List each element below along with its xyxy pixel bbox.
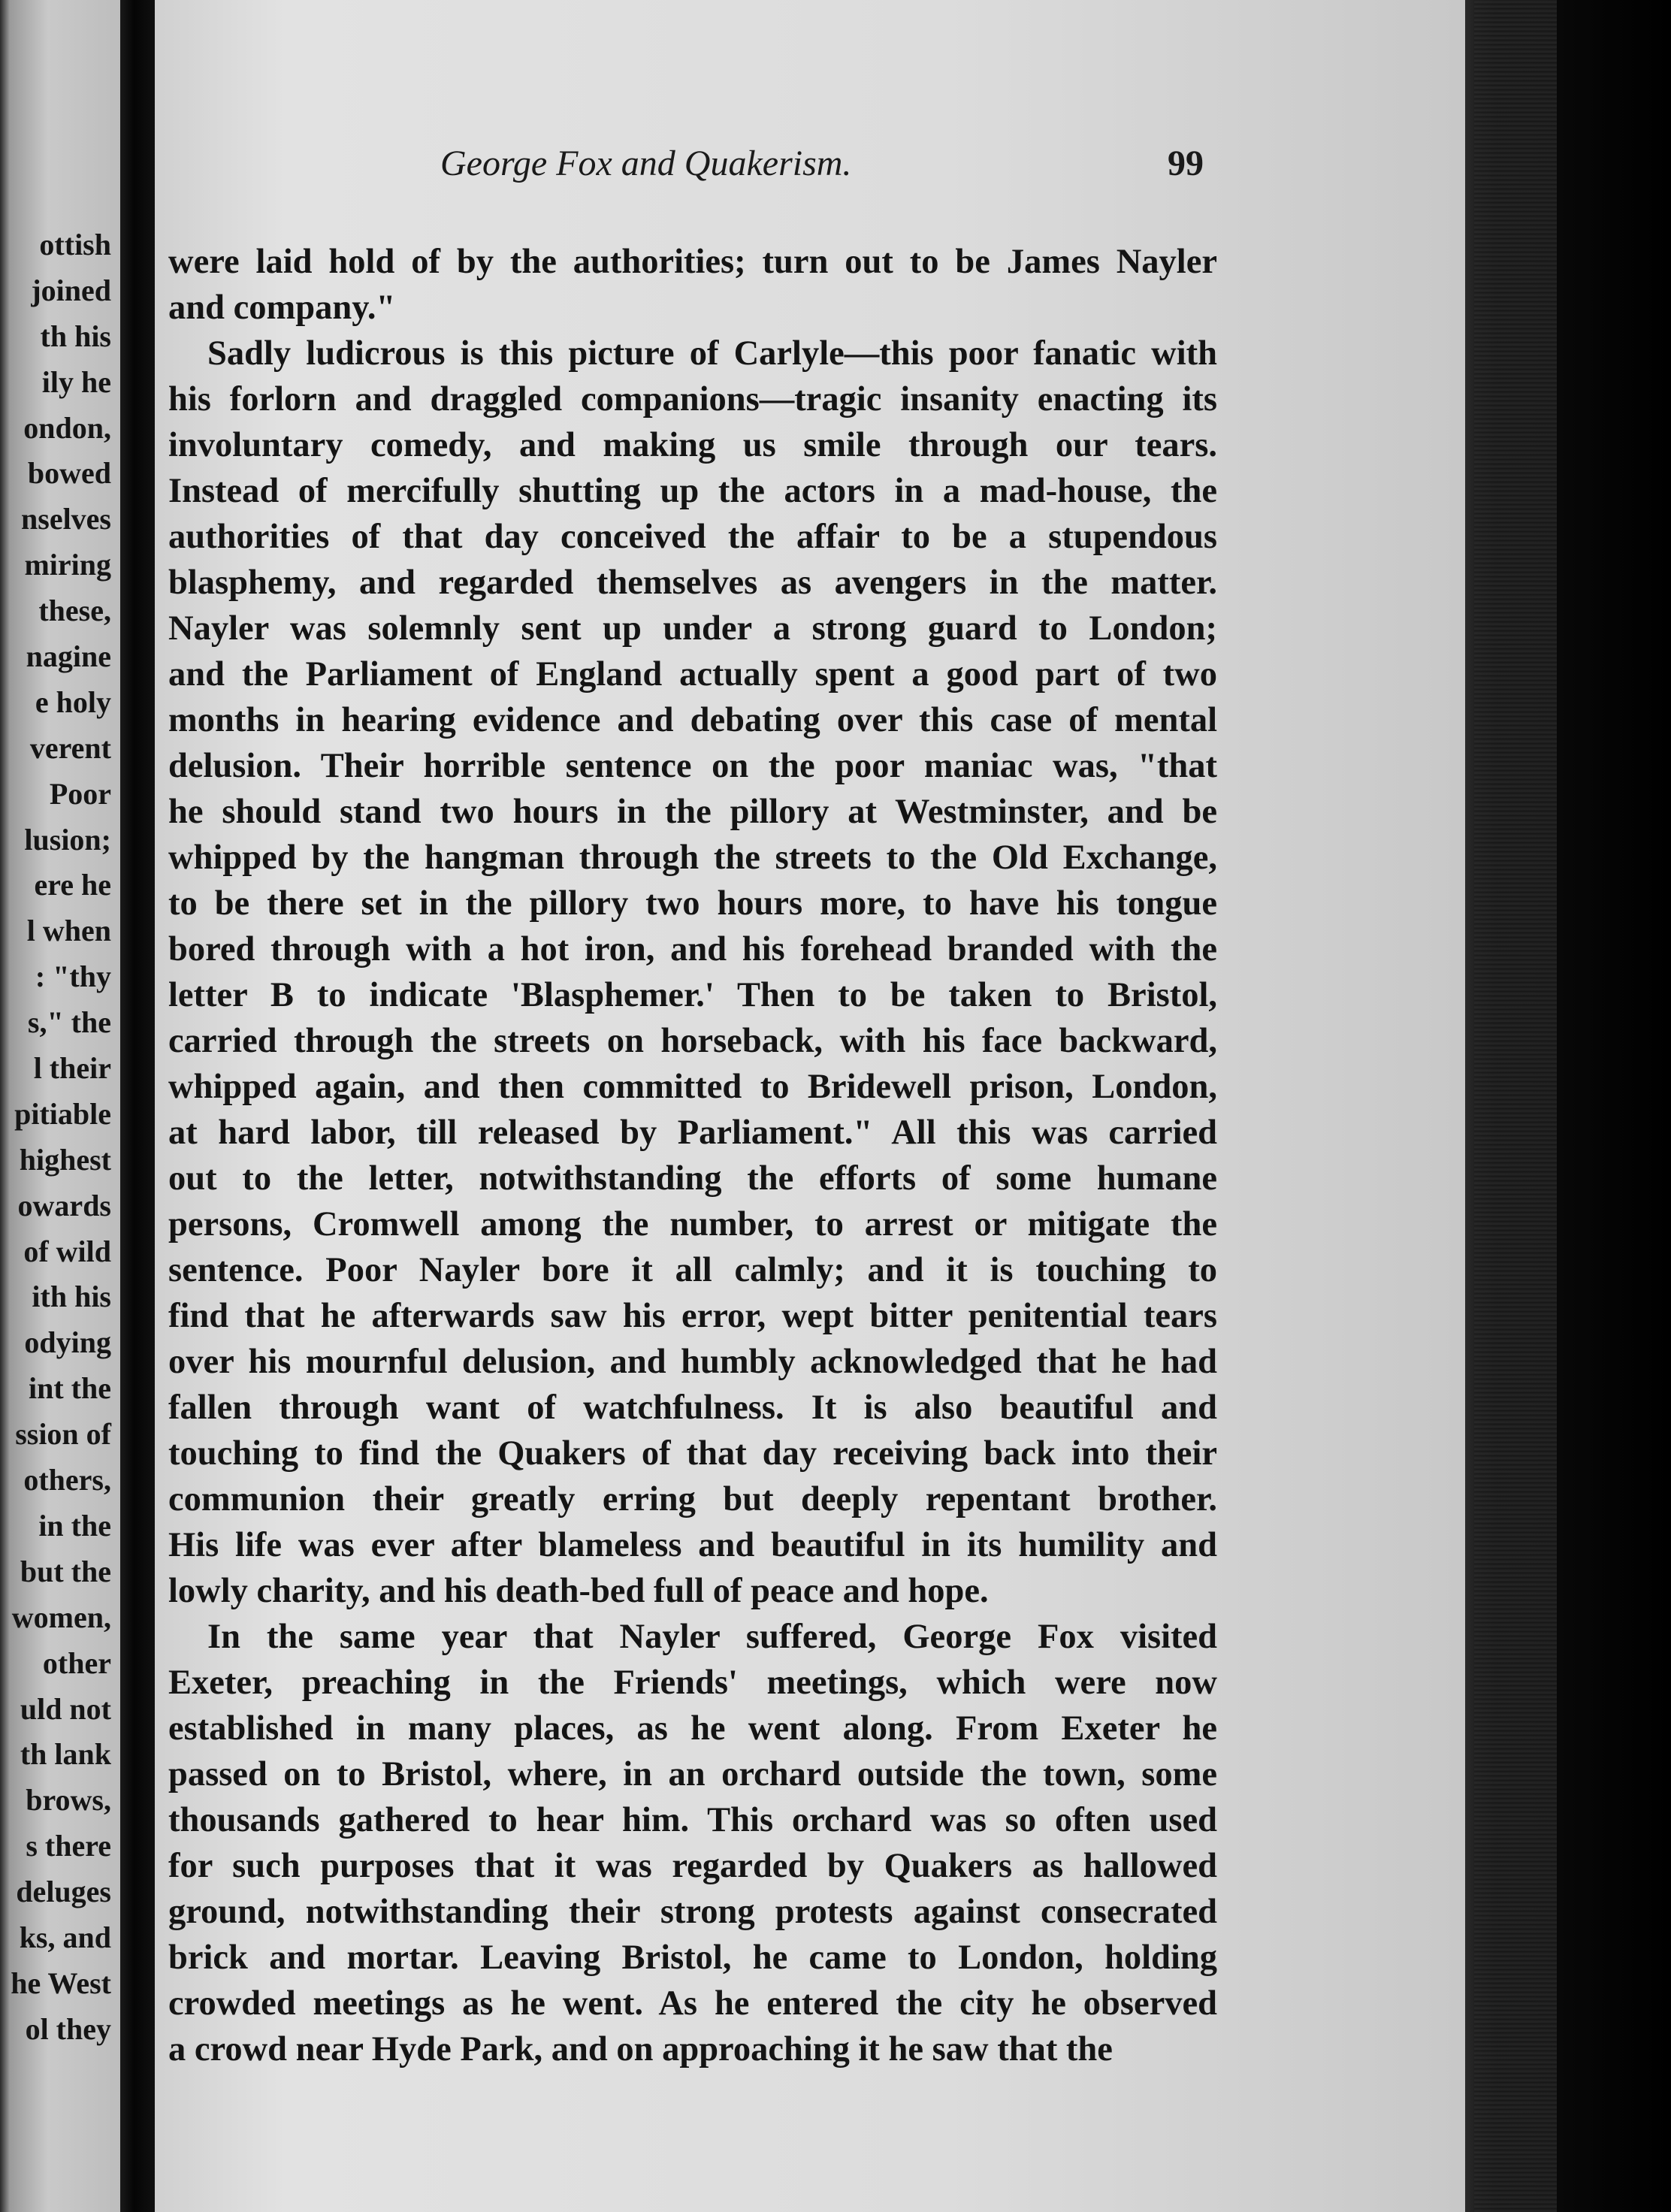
facing-page-line: ks, and — [19, 1920, 111, 1954]
facing-page-line: in the — [38, 1508, 111, 1543]
facing-page-line: but the — [20, 1554, 111, 1588]
facing-page-line: of wild — [23, 1234, 111, 1268]
text-line: and company." — [168, 289, 396, 327]
facing-page-line: l their — [33, 1051, 111, 1086]
text-line: a crowd near Hyde Park, and on approaching it he saw that the — [168, 2030, 1113, 2068]
facing-page-line: others, — [23, 1463, 111, 1497]
book-gutter — [120, 0, 155, 2212]
text-line: Nayler was solemnly sent up under a strong guard to London; — [168, 609, 1217, 648]
facing-page-line: pitiable — [14, 1096, 111, 1131]
facing-page-line: ottish — [39, 228, 111, 261]
facing-page-line: th his — [40, 319, 111, 353]
scan-border-band — [1474, 0, 1557, 2212]
text-line: involuntary comedy, and making us smile through our tears. — [168, 426, 1217, 464]
facing-page-line: nselves — [21, 502, 111, 536]
facing-page-line: ssion of — [15, 1417, 111, 1452]
text-line: authorities of that day conceived the affair to be a stupendous — [168, 518, 1217, 556]
facing-page-line: ol they — [25, 2011, 111, 2046]
text-line: fallen through want of watchfulness. It is also beautiful and — [168, 1389, 1217, 1427]
text-line: brick and mortar. Leaving Bristol, he came to London, holding — [168, 1939, 1217, 1977]
facing-page-line: ith his — [32, 1280, 111, 1314]
text-line: established in many places, as he went along. From Exeter he — [168, 1709, 1217, 1748]
facing-page-line: highest — [19, 1142, 111, 1177]
text-line: his forlorn and draggled companions—tragic insanity enacting its — [168, 380, 1217, 419]
text-line: persons, Cromwell among the number, to arrest or mitigate the — [168, 1205, 1217, 1243]
facing-page-line: nagine — [26, 639, 111, 674]
facing-page-line: miring — [24, 548, 111, 582]
facing-page-line: these, — [38, 594, 111, 628]
page-number: 99 — [1168, 144, 1204, 183]
text-line: to be there set in the pillory two hours more, to have his tongue — [168, 884, 1217, 923]
facing-page-line: : "thy — [35, 959, 111, 994]
text-line: months in hearing evidence and debating over this case of mental — [168, 701, 1217, 739]
text-line: delusion. Their horrible sentence on the poor maniac was, "that — [168, 747, 1217, 785]
facing-page-line: odying — [24, 1325, 111, 1360]
text-line: sentence. Poor Nayler bore it all calmly; and it is touching to — [168, 1251, 1217, 1289]
facing-page-line: int the — [29, 1371, 111, 1406]
facing-page-line: ere he — [34, 868, 111, 902]
text-line: out to the letter, notwithstanding the efforts of some humane — [168, 1159, 1217, 1198]
facing-page-line: ily he — [41, 364, 111, 399]
text-line: whipped again, and then committed to Bridewell prison, London, — [168, 1068, 1217, 1106]
text-line: communion their greatly erring but deeply repentant brother. — [168, 1480, 1217, 1518]
text-line: at hard labor, till released by Parliament." All this was carried — [168, 1114, 1217, 1152]
text-line: for such purposes that it was regarded by Quakers as hallowed — [168, 1847, 1217, 1885]
facing-page-line: e holy — [35, 684, 111, 719]
facing-page-line: ondon, — [23, 410, 111, 445]
book-page — [155, 0, 1465, 2212]
text-line: crowded meetings as he went. As he entered the city he observed — [168, 1984, 1217, 2023]
text-line: carried through the streets on horseback, with his face backward, — [168, 1022, 1217, 1060]
facing-page-line: s there — [26, 1829, 111, 1863]
facing-page-line: brows, — [26, 1783, 111, 1818]
facing-page-text — [0, 222, 111, 2053]
text-line: lowly charity, and his death-bed full of peace and hope. — [168, 1572, 989, 1610]
facing-page-line: deluges — [16, 1875, 111, 1909]
facing-page-line: bowed — [27, 456, 111, 491]
text-line: Exeter, preaching in the Friends' meetings, which were now — [168, 1664, 1217, 1702]
facing-page-line: women, — [11, 1600, 111, 1634]
text-line: were laid hold of by the authorities; turn out to be James Nayler — [168, 243, 1217, 281]
facing-page-line: Poor — [49, 776, 111, 811]
facing-page-line: other — [42, 1645, 111, 1680]
body-text — [168, 239, 1217, 2072]
text-line: he should stand two hours in the pillory at Westminster, and be — [168, 793, 1217, 831]
facing-page-line: joined — [31, 273, 111, 307]
text-line: letter B to indicate 'Blasphemer.' Then to be taken to Bristol, — [168, 976, 1217, 1014]
text-line: In the same year that Nayler suffered, George Fox visited — [207, 1618, 1217, 1656]
text-line: find that he afterwards saw his error, wept bitter penitential tears — [168, 1297, 1217, 1335]
facing-page-line: l when — [26, 914, 111, 948]
text-line: passed on to Bristol, where, in an orchard outside the town, some — [168, 1755, 1217, 1793]
facing-page-edge — [0, 0, 120, 2212]
facing-page-line: s," the — [27, 1005, 111, 1040]
running-header — [155, 143, 1207, 195]
facing-page-line: he West — [11, 1966, 111, 2000]
text-line: over his mournful delusion, and humbly acknowledged that he had — [168, 1343, 1217, 1381]
text-line: and the Parliament of England actually spent a good part of two — [168, 655, 1217, 694]
facing-page-line: owards — [17, 1188, 111, 1222]
text-line: His life was ever after blameless and beautiful in its humility and — [168, 1526, 1217, 1564]
text-line: bored through with a hot iron, and his forehead branded with the — [168, 930, 1217, 969]
facing-page-line: verent — [29, 730, 111, 765]
text-line: touching to find the Quakers of that day receiving back into their — [168, 1434, 1217, 1473]
facing-page-line: th lank — [20, 1737, 111, 1772]
text-line: Sadly ludicrous is this picture of Carlyle—this poor fanatic with — [207, 334, 1217, 373]
text-line: Instead of mercifully shutting up the actors in a mad-house, the — [168, 472, 1217, 510]
text-line: ground, notwithstanding their strong protests against consecrated — [168, 1893, 1217, 1931]
text-line: thousands gathered to hear him. This orchard was so often used — [168, 1801, 1217, 1839]
facing-page-line: uld not — [20, 1691, 111, 1726]
running-title: George Fox and Quakerism. — [440, 144, 852, 183]
text-line: blasphemy, and regarded themselves as avengers in the matter. — [168, 564, 1217, 602]
facing-page-line: lusion; — [24, 822, 111, 857]
text-line: whipped by the hangman through the streets to the Old Exchange, — [168, 839, 1217, 877]
